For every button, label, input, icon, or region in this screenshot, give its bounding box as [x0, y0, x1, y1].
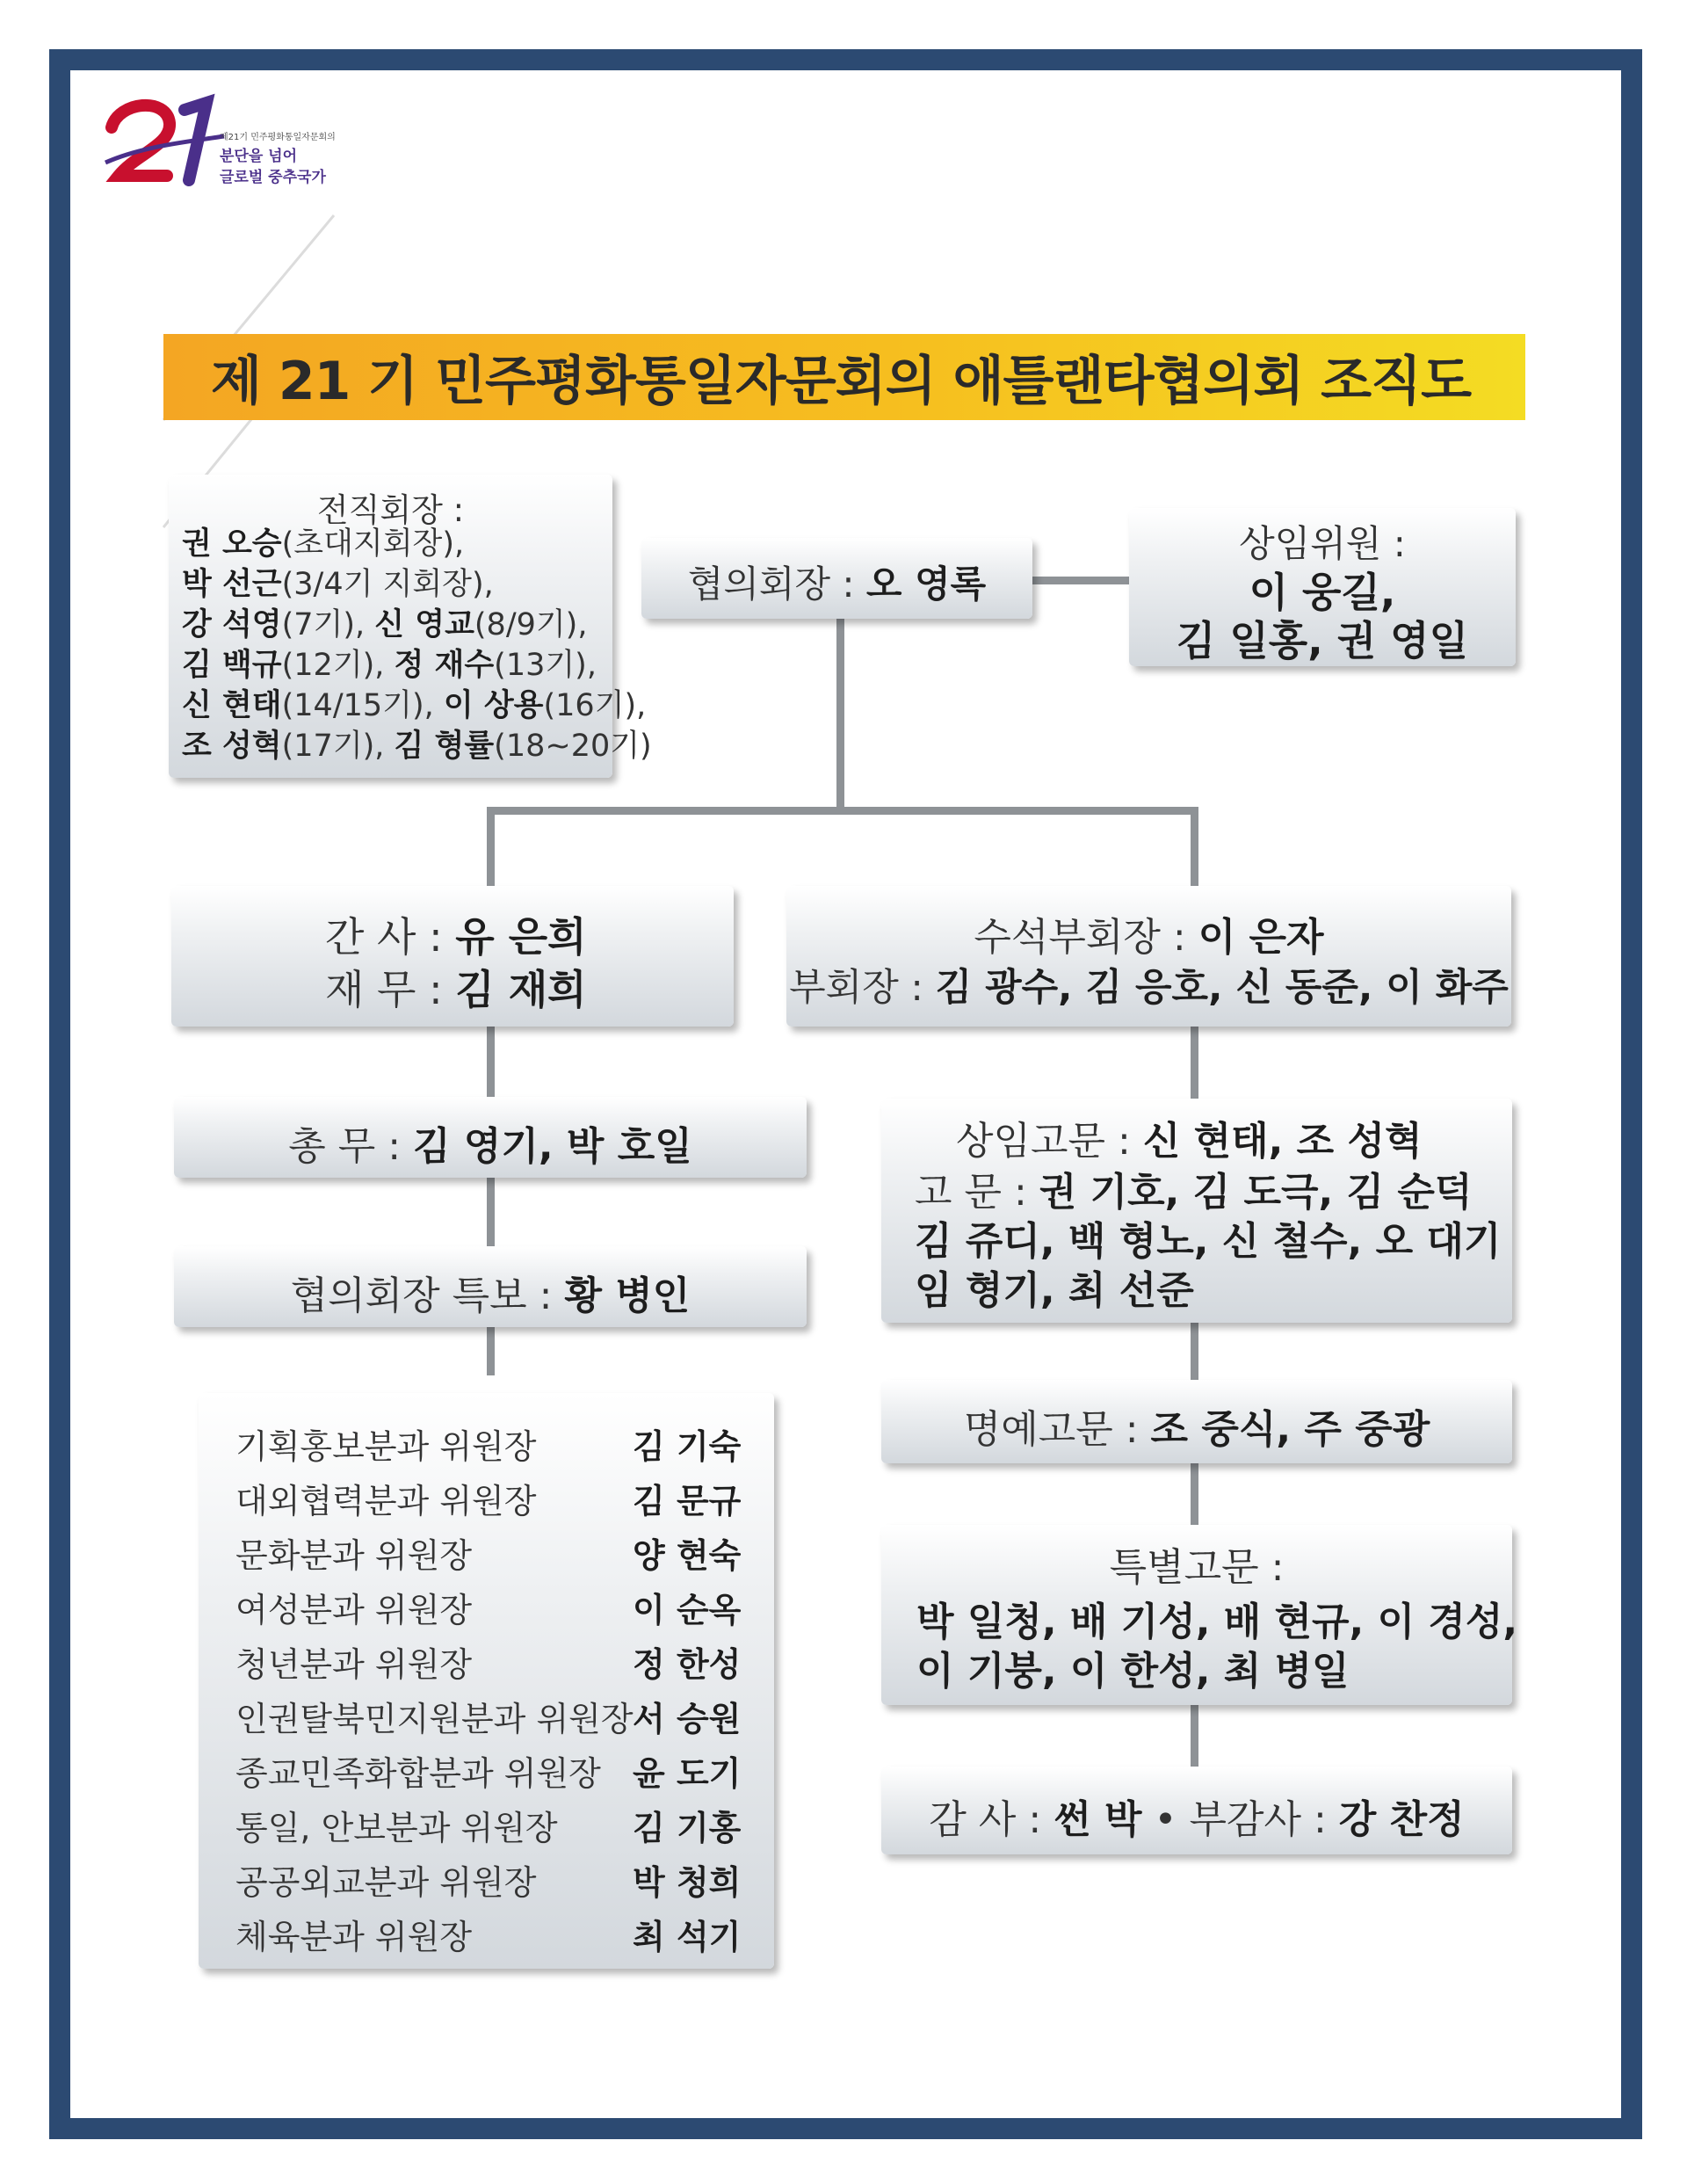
former-chair-line	[182, 726, 652, 766]
subcommittee-title: 공공외교분과 위원장	[235, 1863, 537, 1902]
former-chair-name: 이 상용	[443, 688, 544, 723]
former-chair-term: (13기),	[494, 648, 597, 683]
connector	[1032, 577, 1133, 584]
vice-auditor-label: 부감사 :	[1189, 1797, 1339, 1842]
special-advisors-line1: 박 일청, 배 기성, 배 현규, 이 경성,	[916, 1600, 1518, 1644]
auditor-separator: •	[1141, 1797, 1190, 1842]
special-advisors-line2: 이 기붕, 이 한성, 최 병일	[916, 1649, 1350, 1694]
advisor-line3: 임 형기, 최 선준	[915, 1268, 1194, 1313]
former-chair-name: 정 재수	[394, 648, 495, 683]
subcommittee-title: 통일, 안보분과 위원장	[235, 1809, 558, 1847]
standing-advisor-names: 신 현태, 조 성혁	[1142, 1119, 1423, 1164]
connector	[1191, 807, 1198, 886]
special-advisors-label: 특별고문 :	[1109, 1545, 1285, 1590]
former-chairs-box	[169, 475, 652, 778]
vice-names: 김 광수, 김 응호, 신 동준, 이 화주	[935, 966, 1509, 1010]
subcommittee-title: 인권탈북민지원분과 위원장	[235, 1700, 634, 1738]
subcommittee-chair-name: 서 승원	[633, 1700, 742, 1738]
standing-advisor-label: 상임고문 :	[956, 1119, 1143, 1164]
former-chair-term: (17기),	[281, 729, 395, 764]
general-affairs-names: 김 영기, 박 호일	[413, 1124, 692, 1169]
standing-members-line2: 김 일홍, 권 영일	[1176, 617, 1469, 664]
former-chair-term: (14/15기),	[281, 688, 444, 723]
former-chair-name: 김 백규	[182, 648, 282, 683]
subcommittee-chair-name: 윤 도기	[633, 1754, 742, 1793]
secretary-name: 유 은희	[455, 913, 587, 961]
vice-label: 부회장 :	[789, 966, 936, 1010]
honorary-names: 조 중식, 주 중광	[1150, 1407, 1430, 1452]
subcommittee-title: 종교민족화합분과 위원장	[235, 1754, 601, 1793]
connector	[487, 807, 495, 886]
subcommittee-chair-name: 최 석기	[633, 1918, 742, 1956]
special-aide-name: 황 병인	[564, 1273, 691, 1318]
treasurer-label: 재 무 :	[325, 966, 456, 1013]
secretary-label: 간 사 :	[325, 913, 456, 961]
subcommittee-list	[199, 1393, 774, 1969]
former-chair-term: (3/4기 지회장),	[281, 567, 494, 602]
subcommittee-chair-name: 정 한성	[633, 1645, 742, 1684]
former-chair-term: (16기),	[543, 688, 647, 723]
former-chairs-list	[182, 524, 652, 766]
subcommittee-title: 청년분과 위원장	[235, 1645, 473, 1684]
former-chair-term: (7기),	[281, 607, 375, 642]
former-chair-name: 신 영교	[374, 607, 474, 642]
advisor-line2: 김 쥬디, 백 형노, 신 철수, 오 대기	[915, 1219, 1502, 1264]
former-chair-name: 조 성혁	[182, 729, 282, 764]
subcommittee-chair-name: 김 문규	[633, 1482, 742, 1520]
honorary-box	[881, 1380, 1512, 1463]
logo-small-text: 제21기 민주평화통일자문회의	[220, 133, 336, 142]
secretary-treasurer-box	[171, 886, 734, 1027]
senior-vice-label: 수석부회장 :	[974, 915, 1198, 960]
general-affairs-label: 총 무 :	[288, 1124, 414, 1169]
chairman-name: 오 영록	[865, 562, 987, 606]
standing-members-label: 상임위원 :	[1239, 522, 1406, 565]
subcommittee-title: 체육분과 위원장	[235, 1918, 473, 1956]
vice-chairs-box	[786, 886, 1511, 1027]
former-chair-name: 박 선근	[182, 567, 282, 602]
former-chair-term: (12기),	[281, 648, 395, 683]
treasurer-name: 김 재희	[455, 966, 587, 1013]
subcommittee-chair-name: 김 기홍	[633, 1809, 742, 1847]
former-chair-term: (초대지회장),	[281, 526, 465, 562]
subcommittee-title: 여성분과 위원장	[235, 1591, 473, 1629]
auditor-name: 썬 박	[1053, 1797, 1142, 1842]
connector	[836, 615, 844, 813]
advisors-box	[881, 1099, 1512, 1323]
logo-21-mark	[101, 92, 233, 189]
special-aide-box	[174, 1246, 807, 1327]
advisor-label: 고 문 :	[915, 1170, 1039, 1215]
general-affairs-box	[174, 1097, 807, 1178]
former-chair-line	[182, 524, 652, 564]
subcommittee-title: 문화분과 위원장	[235, 1536, 473, 1575]
logo-line2: 글로벌 중추국가	[220, 169, 326, 186]
former-chair-line	[182, 686, 652, 726]
senior-vice-name: 이 은자	[1198, 915, 1324, 960]
former-chair-name: 김 형률	[394, 729, 495, 764]
page-title: 제 21 기 민주평화통일자문회의 애틀랜타협의회 조직도	[211, 351, 1472, 412]
logo	[101, 92, 365, 189]
auditor-box	[881, 1767, 1512, 1854]
subcommittees-box	[199, 1393, 774, 1969]
special-advisors-box	[881, 1525, 1518, 1705]
former-chair-line	[182, 645, 652, 686]
subcommittee-title: 기획홍보분과 위원장	[235, 1427, 537, 1466]
former-chair-name: 강 석영	[182, 607, 282, 642]
auditor-label: 감 사 :	[929, 1797, 1054, 1842]
subcommittee-chair-name: 양 현숙	[633, 1536, 742, 1575]
vice-auditor-name: 강 찬정	[1338, 1797, 1465, 1842]
honorary-label: 명예고문 :	[963, 1407, 1151, 1452]
former-chair-name: 신 현태	[182, 688, 282, 723]
standing-members-box	[1129, 508, 1516, 666]
standing-members-line1: 이 웅길,	[1249, 569, 1396, 616]
advisor-line1: 권 기호, 김 도극, 김 순덕	[1039, 1170, 1473, 1215]
subcommittee-title: 대외협력분과 위원장	[235, 1482, 537, 1520]
former-chairs-heading: 전직회장 :	[316, 491, 465, 529]
special-aide-label: 협의회장 특보 :	[290, 1273, 565, 1318]
chairman-label: 협의회장 :	[687, 562, 866, 606]
former-chair-line	[182, 564, 652, 605]
former-chair-term: (18~20기)	[494, 729, 652, 764]
subcommittee-chair-name: 박 청희	[633, 1863, 742, 1902]
subcommittee-chair-name: 김 기숙	[633, 1427, 742, 1466]
subcommittee-chair-name: 이 순옥	[633, 1591, 742, 1629]
former-chair-line	[182, 605, 652, 645]
former-chair-term: (8/9기),	[474, 607, 588, 642]
connector	[487, 807, 1198, 815]
former-chair-name: 권 오승	[182, 526, 282, 562]
chairman-box	[641, 538, 1032, 619]
logo-line1: 분단을 넘어	[220, 148, 298, 165]
